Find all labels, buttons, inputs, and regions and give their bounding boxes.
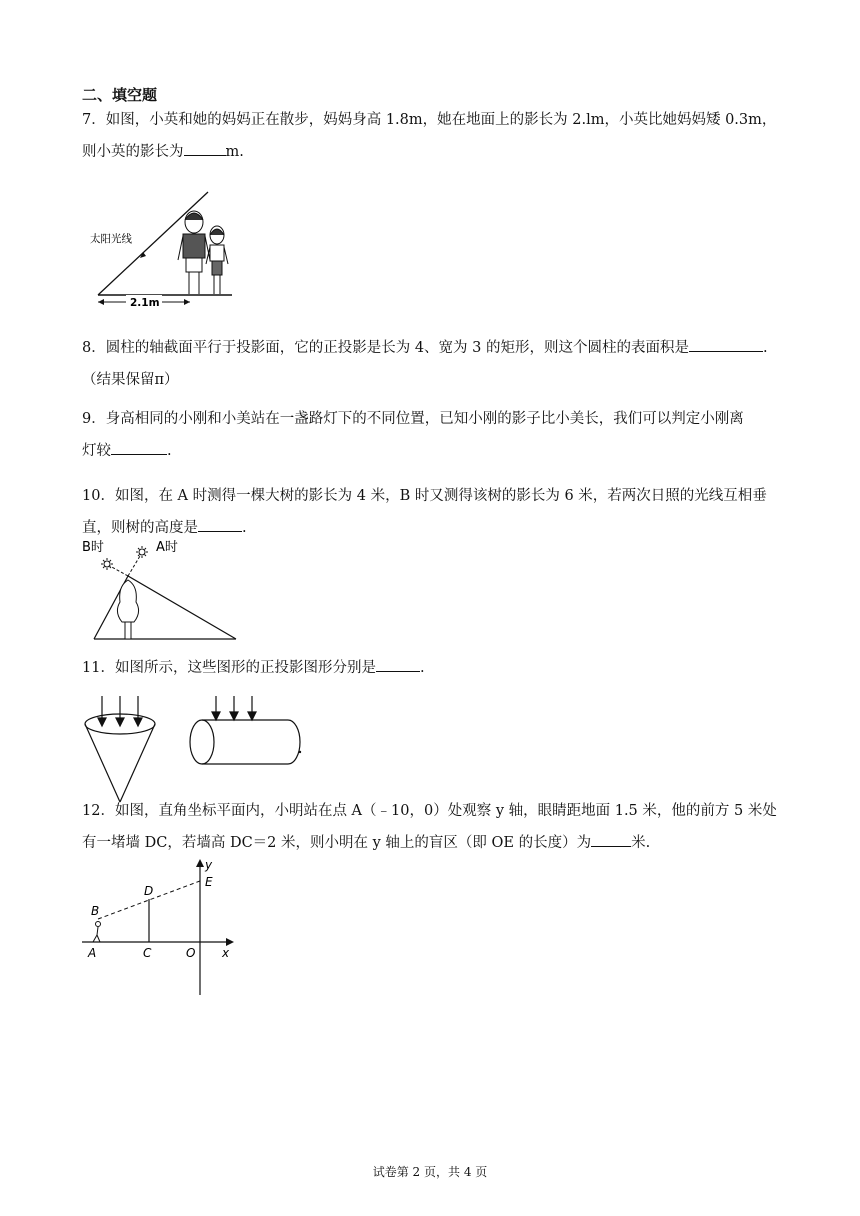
page-footer: 试卷第 2 页，共 4 页 bbox=[372, 1165, 488, 1179]
question-11 bbox=[82, 652, 782, 684]
question-9 bbox=[82, 403, 782, 467]
question-8 bbox=[82, 332, 782, 396]
point-o-label: O bbox=[186, 946, 196, 960]
sun-b-icon bbox=[101, 558, 113, 570]
tree-icon bbox=[117, 580, 138, 639]
question-7-line1: 7．如图，小英和她的妈妈正在散步，妈妈身高 1.8m，她在地面上的影长为 2.lm，小英比她妈妈矮 0.3m， bbox=[82, 112, 777, 128]
time-a-label: A时 bbox=[156, 540, 178, 555]
question-7-line2: 则小英的影长为 m. bbox=[82, 136, 782, 168]
question-11-line1: 11．如图所示，这些图形的正投影图形分别是 . bbox=[82, 652, 782, 684]
answer-blank[interactable] bbox=[111, 438, 167, 455]
daughter-figure bbox=[206, 226, 228, 294]
question-9-line2: 灯较 . bbox=[82, 435, 782, 467]
question-10 bbox=[82, 480, 782, 544]
question-12-line1: 12．如图，直角坐标平面内，小明站在点 A（﹣10，0）处观察 y 轴，眼睛距地面 1.5 米，他的前方 5 米处 bbox=[82, 803, 777, 819]
question-10-line1: 10．如图，在 A 时测得一棵大树的影长为 4 米，B 时又测得该树的影长为 6 米，若两次日照的光线互相垂 bbox=[82, 488, 767, 504]
sun-ray-label: 太阳光线 bbox=[90, 233, 132, 245]
point-d-label: D bbox=[144, 884, 154, 898]
question-10-line2: 直，则树的高度是 . bbox=[82, 512, 782, 544]
axis-x-label: x bbox=[222, 946, 230, 960]
length-label: 2.1m bbox=[130, 297, 160, 309]
answer-blank[interactable] bbox=[184, 139, 226, 156]
cylinder-arrows bbox=[212, 696, 256, 720]
point-e-label: E bbox=[205, 875, 213, 889]
axis-y-label: y bbox=[205, 858, 213, 872]
figure-shadow-walk bbox=[80, 188, 240, 318]
point-b-label: B bbox=[91, 904, 100, 918]
time-b-label: B时 bbox=[82, 540, 104, 555]
question-7 bbox=[82, 104, 782, 168]
figure-coordinate-blind-zone bbox=[82, 857, 242, 997]
answer-blank[interactable] bbox=[591, 830, 631, 847]
point-a-label: A bbox=[88, 946, 97, 960]
answer-blank[interactable] bbox=[689, 335, 763, 352]
question-9-line1: 9．身高相同的小刚和小美站在一盏路灯下的不同位置，已知小刚的影子比小美长，我们可以判定小刚离 bbox=[82, 411, 744, 427]
question-8-line1: 8．圆柱的轴截面平行于投影面，它的正投影是长为 4、宽为 3 的矩形，则这个圆柱的表面积是 . bbox=[82, 332, 782, 364]
answer-blank[interactable] bbox=[376, 655, 420, 672]
question-8-line2: （结果保留π） bbox=[82, 372, 179, 388]
question-12-line2: 有一堵墙 DC，若墙高 DC＝2 米，则小明在 y 轴上的盲区（即 OE 的长度）为 米. bbox=[82, 827, 782, 859]
question-12 bbox=[82, 795, 782, 859]
sun-a-icon bbox=[136, 546, 148, 558]
person-icon bbox=[93, 922, 101, 943]
cylinder-figure bbox=[190, 720, 300, 764]
figure-cone-cylinder bbox=[80, 694, 305, 806]
answer-blank[interactable] bbox=[198, 515, 242, 532]
cone-arrows bbox=[98, 696, 142, 726]
section-title: 二、填空题 bbox=[82, 86, 158, 104]
figure-tree-shadows bbox=[80, 536, 240, 642]
point-c-label: C bbox=[143, 946, 152, 960]
mother-figure bbox=[178, 211, 210, 294]
